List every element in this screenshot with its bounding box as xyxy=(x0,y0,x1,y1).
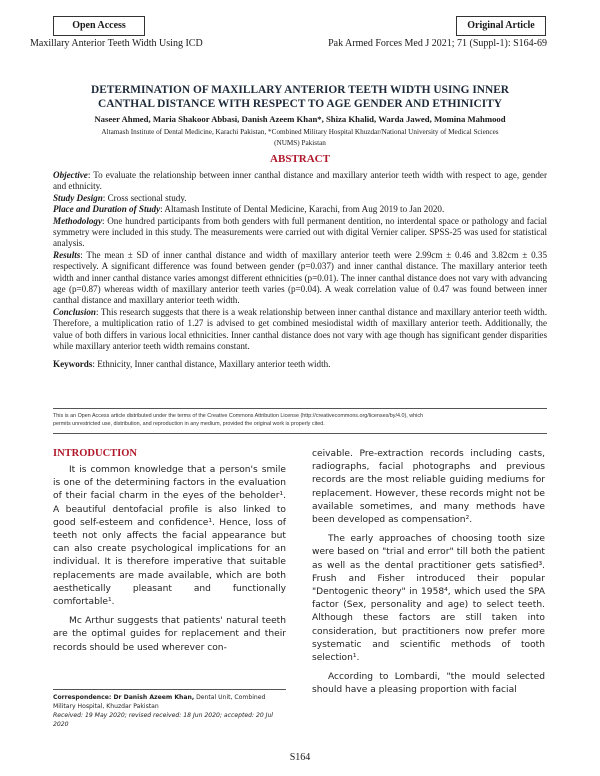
abstract-place xyxy=(53,204,547,215)
correspondence-label: Correspondence: Dr Danish Azeem Khan, xyxy=(53,694,195,701)
running-title: Maxillary Anterior Teeth Width Using ICD xyxy=(30,38,203,49)
methodology-label: Methodology xyxy=(53,215,103,226)
results-label: Results xyxy=(53,249,81,260)
place-label: Place and Duration of Study xyxy=(53,204,161,215)
title-line-1: DETERMINATION OF MAXILLARY ANTERIOR TEETH WIDTH USING INNER xyxy=(90,84,510,96)
abstract-conclusion xyxy=(53,307,547,353)
affiliation-line-1: Altamash Institute of Dental Medicine, Karachi Pakistan, *Combined Military Hospital Khuzdar/National University of Medical Sciences xyxy=(101,128,499,136)
author-list: Naseer Ahmed, Maria Shakoor Abbasi, Danish Azeem Khan*, Shiza Khalid, Warda Jawed, Momina Mahmood xyxy=(94,114,506,124)
abstract-keywords xyxy=(53,359,547,370)
abstract-results xyxy=(53,250,547,307)
abstract-body xyxy=(53,170,547,370)
intro-paragraph-4: The early approaches of choosing tooth size were based on "trial and error" till both the patient as well as the dental practitioner gets satisfied³. Frush and Fisher introduced their popular "Dentogenic theory" in 1958⁴, which used the SPA factor (Sex, personality and age) to select teeth. Although these factors are still taken into consideration, but practitioners now prefer more systematic and scientific methods of tooth selection¹. xyxy=(312,534,545,664)
introduction-heading: INTRODUCTION xyxy=(53,448,138,459)
place-text: : Altamash Institute of Dental Medicine, Karachi, from Aug 2019 to Jan 2020. xyxy=(160,204,445,215)
title-line-2: CANTHAL DISTANCE WITH RESPECT TO AGE GENDER AND ETHINICITY xyxy=(97,98,503,110)
license-notice xyxy=(53,412,547,428)
conclusion-text: : This research suggests that there is a weak relationship between inner canthal distance and maxillary anterior teeth width. Therefore, a multiplication ratio of 1.27 is advised to get combined mesiodistal width of maxillary anterior teeth. Additionally, the value of both differs in various local ethnicities. Inner canthal distance does not vary with age though has significant gender disparities while maxillary anterior teeth width remains constant. xyxy=(53,306,547,352)
intro-paragraph-2: Mc Arthur suggests that patients' natural teeth are the optimal guides for replacement and their records should be used wherever con- xyxy=(53,616,286,653)
correspondence-rule xyxy=(53,689,286,690)
left-column xyxy=(53,464,286,655)
right-column xyxy=(312,448,545,698)
intro-paragraph-1: It is common knowledge that a person's smile is one of the determining factors in the evaluation of their facial charm in the eyes of the beholder¹. A beautiful dentofacial profile is also linked to good self-esteem and confidence¹. Hence, loss of teeth not only affects the facial appearance but can also create psychological implications for an individual. It is therefore imperative that suitable replacements are made available, which are both aesthetically pleasant and functionally comfortable¹. xyxy=(53,465,286,608)
affiliations xyxy=(50,127,550,149)
license-line-1: This is an Open Access article distributed under the terms of the Creative Commons Attribution License (http://creativecommons.org/licenses/by/4.0), which xyxy=(53,413,424,419)
correspondence-address xyxy=(53,693,286,711)
methodology-text: : One hundred participants from both genders with full permanent dentition, no interdental space or pathology and facial symmetry were included in this study. The measurements were carried out with digital Vernier caliper. SPSS-25 was used for statistical analysis. xyxy=(53,215,547,249)
abstract-design xyxy=(53,193,547,204)
keywords-label: Keywords xyxy=(53,358,93,369)
original-article-badge: Original Article xyxy=(456,16,546,36)
license-bottom-rule xyxy=(53,433,547,434)
keywords-text: : Ethnicity, Inner canthal distance, Maxillary anterior teeth width. xyxy=(92,358,331,369)
design-text: : Cross sectional study. xyxy=(102,192,187,203)
license-top-rule xyxy=(53,408,547,409)
objective-text: : To evaluate the relationship between inner canthal distance and maxillary anterior teeth width with respect to age, gender and ethnicity. xyxy=(53,170,547,192)
results-text: : The mean ± SD of inner canthal distance and width of maxillary anterior teeth were 2.99cm ± 0.46 and 3.82cm ± 0.35 respectively. A significant difference was found between gender (p=0.037) and inner canthal distance. The maxillary anterior teeth width and inner canthal distance varies amongst different ethnicities (p=0.01). The inner canthal distance does not vary with advancing age (p=0.87) whereas width of maxillary anterior teeth varies (p=0.04). A weak correlation value of 0.47 was found between inner canthal distance and maxillary anterior teeth width. xyxy=(53,249,547,306)
article-title xyxy=(40,83,560,111)
intro-paragraph-5: According to Lombardi, "the mould selected should have a pleasing proportion with facial xyxy=(312,672,545,696)
journal-reference: Pak Armed Forces Med J 2021; 71 (Suppl-1): S164-69 xyxy=(328,38,547,49)
correspondence-text: Dental Unit, Combined Military Hospital, Khuzdar Pakistan xyxy=(53,694,266,710)
license-line-2: permits unrestricted use, distribution, and reproduction in any medium, provided the original work is properly cited. xyxy=(53,421,325,427)
received-dates: Received: 19 May 2020; revised received: 18 Jun 2020; accepted: 20 Jul 2020 xyxy=(53,712,273,728)
abstract-heading: ABSTRACT xyxy=(270,153,330,165)
abstract-methodology xyxy=(53,216,547,250)
open-access-badge: Open Access xyxy=(53,16,145,36)
design-label: Study Design xyxy=(53,192,103,203)
affiliation-line-2: (NUMS) Pakistan xyxy=(274,139,326,147)
abstract-objective xyxy=(53,170,547,193)
objective-label: Objective xyxy=(53,170,88,180)
correspondence-note xyxy=(53,693,286,729)
intro-paragraph-3: ceivable. Pre-extraction records including casts, radiographs, facial photographs and previous records are the most reliable guiding mediums for replacement. However, these records might not be available sometimes, and many methods have been developed as compensation². xyxy=(312,449,545,526)
conclusion-label: Conclusion xyxy=(53,306,96,317)
page-number: S164 xyxy=(289,752,311,763)
